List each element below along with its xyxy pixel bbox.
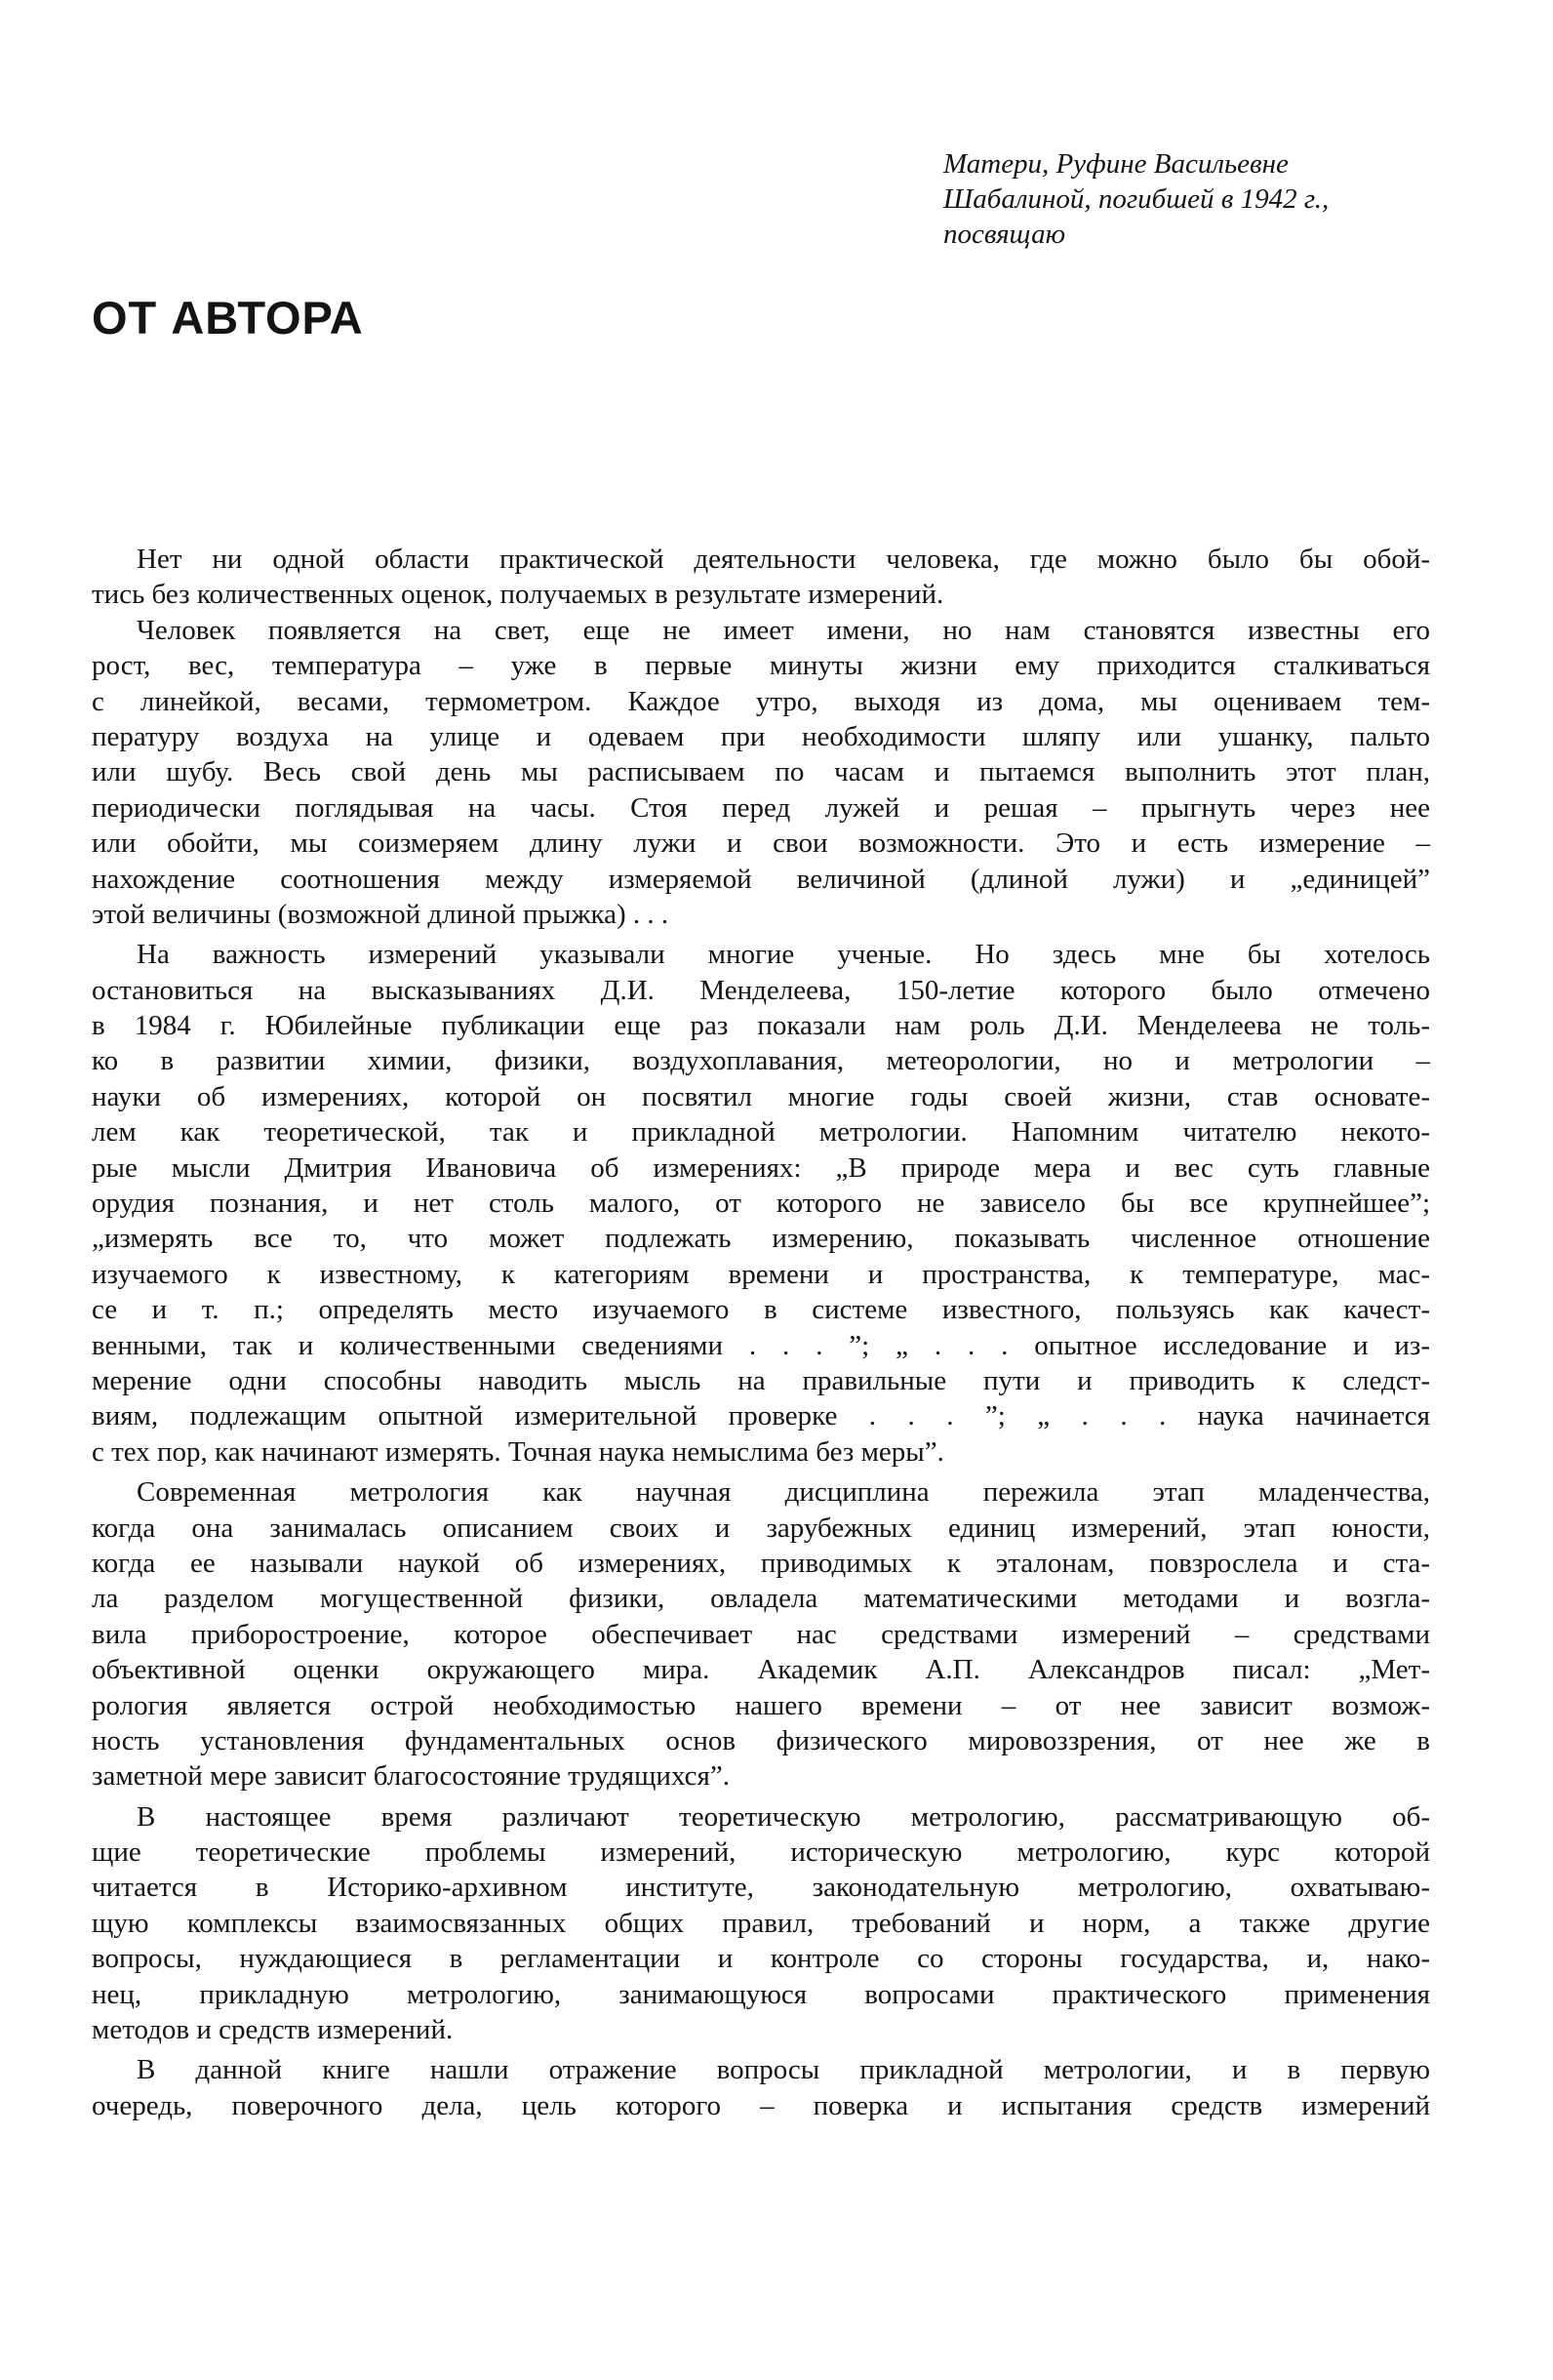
text-line: „измерять все то, что может подлежать измерению, показывать численное отношение: [92, 1223, 1430, 1255]
text-line: с тех пор, как начинают измерять. Точная наука немыслима без меры”.: [92, 1435, 944, 1468]
text-line: На важность измерений указывали многие ученые. Но здесь мне бы хотелось: [137, 939, 1430, 971]
text-line: ность установления фундаментальных основ физического мировоззрения, от нее же в: [92, 1724, 1430, 1756]
paragraph-4: [92, 1474, 1430, 1795]
text-line: в 1984 г. Юбилейные публикации еще раз показали нам роль Д.И. Менделеева не толь-: [92, 1010, 1430, 1042]
text-line: остановиться на высказываниях Д.И. Менделеева, 150-летие которого было отмечено: [92, 974, 1430, 1006]
text-line: се и т. п.; определять место изучаемого в системе известного, пользуясь как качест-: [92, 1294, 1430, 1326]
text-line: науки об измерениях, которой он посвятил многие годы своей жизни, став основате-: [92, 1080, 1430, 1112]
text-line: орудия познания, и нет столь малого, от которого не зависело бы все крупнейшее”;: [92, 1188, 1430, 1220]
text-line: В настоящее время различают теоретическую метрологию, рассматривающую об-: [137, 1800, 1430, 1833]
text-line: методов и средств измерений.: [92, 2014, 454, 2046]
text-line: нахождение соотношения между измеряемой величиной (длиной лужи) и „единицей”: [92, 863, 1430, 895]
text-line: с линейкой, весами, термометром. Каждое утро, выходя из дома, мы оцениваем тем-: [92, 685, 1430, 717]
dedication-line: Шабалиной, погибшей в 1942 г.,: [943, 183, 1330, 215]
text-line: очередь, поверочного дела, цель которого – поверка и испытания средств измерений: [92, 2089, 1430, 2121]
text-line: рост, вес, температура – уже в первые минуты жизни ему приходится сталкиваться: [92, 650, 1430, 682]
text-line: когда ее называли наукой об измерениях, приводимых к эталонам, повзрослела и ста-: [92, 1547, 1430, 1579]
text-line: этой величины (возможной длиной прыжка) . . .: [92, 898, 669, 930]
text-line: периодически поглядывая на часы. Стоя перед лужей и решая – прыгнуть через нее: [92, 791, 1430, 824]
body-text: [92, 542, 1430, 2123]
text-line: Современная метрология как научная дисциплина пережила этап младенчества,: [137, 1476, 1430, 1509]
page-title: ОТ АВТОРА: [92, 292, 364, 343]
text-line: Нет ни одной области практической деятельности человека, где можно было бы обой-: [137, 544, 1430, 575]
text-line: виям, подлежащим опытной измерительной проверке . . . ”; „ . . . наука начинается: [92, 1400, 1430, 1432]
dedication-line: Матери, Руфине Васильевне: [943, 148, 1289, 180]
text-line: ла разделом могущественной физики, овладела математическими методами и возгла-: [92, 1583, 1430, 1615]
paragraph-3: [92, 937, 1430, 1470]
text-line: лем как теоретической, так и прикладной метрологии. Напомним читателю некото-: [92, 1116, 1430, 1149]
text-line: объективной оценки окружающего мира. Академик А.П. Александров писал: „Мет-: [92, 1654, 1430, 1686]
text-line: Человек появляется на свет, еще не имеет имени, но нам становятся известны его: [137, 614, 1430, 646]
text-line: пературу воздуха на улице и одеваем при необходимости шляпу или ушанку, пальто: [92, 720, 1430, 752]
text-line: мерение одни способны наводить мысль на правильные пути и приводить к следст-: [92, 1364, 1430, 1396]
text-line: вила приборостроение, которое обеспечивает нас средствами измерений – средствами: [92, 1618, 1430, 1650]
text-line: тись без количественных оценок, получаемых в результате измерений.: [92, 579, 944, 611]
paragraph-2: [92, 613, 1430, 933]
paragraph-5: [92, 1799, 1430, 2048]
text-line: читается в Историко-архивном институте, законодательную метрологию, охватываю-: [92, 1872, 1430, 1904]
dedication-line: посвящаю: [943, 219, 1066, 250]
text-line: изучаемого к известному, к категориям времени и пространства, к температуре, мас-: [92, 1258, 1430, 1290]
text-line: или шубу. Весь свой день мы расписываем по часам и пытаемся выполнить этот план,: [92, 756, 1430, 788]
text-line: или обойти, мы соизмеряем длину лужи и свои возможности. Это и есть измерение –: [92, 827, 1430, 860]
paragraph-6: [92, 2052, 1430, 2123]
paragraph-1: [92, 542, 1430, 613]
text-line: вопросы, нуждающиеся в регламентации и контроле со стороны государства, и, нако-: [92, 1943, 1430, 1975]
text-line: рология является острой необходимостью нашего времени – от нее зависит возмож-: [92, 1689, 1430, 1721]
text-line: заметной мере зависит благосостояние трудящихся”.: [92, 1760, 730, 1793]
text-line: нец, прикладную метрологию, занимающуюся вопросами практического применения: [92, 1978, 1430, 2010]
dedication: [943, 146, 1490, 252]
text-line: щие теоретические проблемы измерений, историческую метрологию, курс которой: [92, 1836, 1430, 1869]
text-line: В данной книге нашли отражение вопросы прикладной метрологии, и в первую: [137, 2054, 1430, 2086]
text-line: венными, так и количественными сведениями . . . ”; „ . . . опытное исследование и из-: [92, 1329, 1430, 1361]
text-line: когда она занималась описанием своих и зарубежных единиц измерений, этап юности,: [92, 1512, 1430, 1544]
text-line: рые мысли Дмитрия Ивановича об измерениях: „В природе мера и вес суть главные: [92, 1151, 1430, 1184]
text-line: ко в развитии химии, физики, воздухоплавания, метеорологии, но и метрологии –: [92, 1045, 1430, 1077]
text-line: щую комплексы взаимосвязанных общих правил, требований и норм, а также другие: [92, 1907, 1430, 1939]
